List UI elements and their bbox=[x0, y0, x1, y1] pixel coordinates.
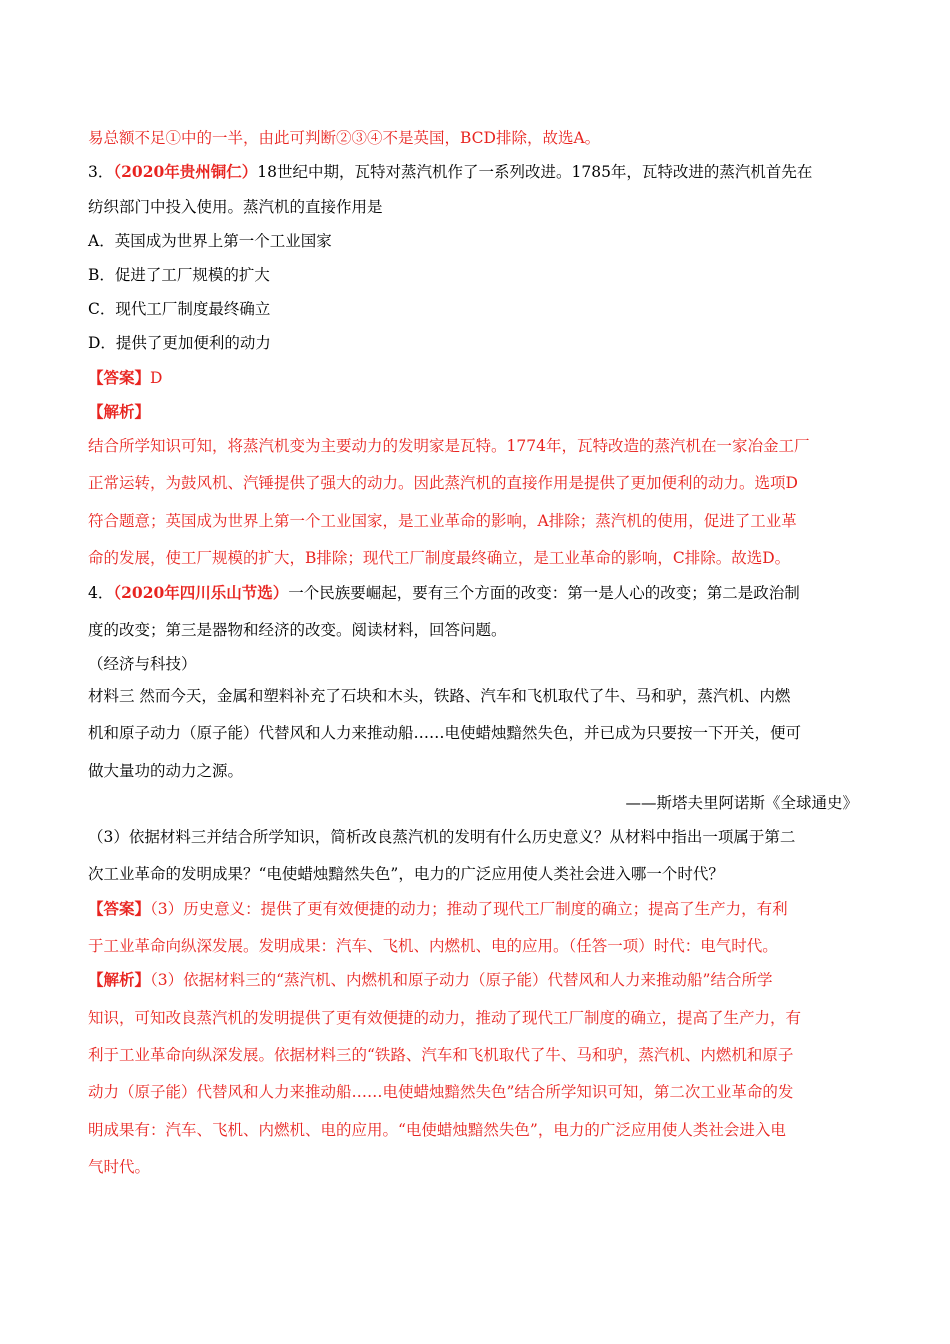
q3-stem-text: 18世纪中期，瓦特对蒸汽机作了一系列改进。1785年，瓦特改进的蒸汽机首先在 bbox=[257, 163, 813, 181]
q4-question-line-1: （3）依据材料三并结合所学知识，简析改良蒸汽机的发明有什么历史意义？从材料中指出一项属于第二 bbox=[88, 828, 796, 846]
q4-answer-line-1 bbox=[88, 899, 863, 919]
q3-source: （2020年贵州铜仁） bbox=[113, 162, 258, 181]
q3-answer bbox=[88, 368, 863, 388]
q4-answer-label: 【答案】 bbox=[88, 899, 151, 918]
q4-section-heading: （经济与科技） bbox=[88, 655, 197, 673]
q3-answer-value: D bbox=[150, 369, 163, 387]
q4-analysis-label: 【解析】 bbox=[88, 970, 151, 989]
q2-analysis-tail: 易总额不足①中的一半，由此可判断②③④不是英国，BCD排除，故选A。 bbox=[88, 129, 601, 147]
q4-stem-line-2: 度的改变；第三是器物和经济的改变。阅读材料，回答问题。 bbox=[88, 621, 507, 639]
q4-analysis-line-4: 动力（原子能）代替风和人力来推动船……电使蜡烛黯然失色”结合所学知识可知，第二次工业革命的发 bbox=[88, 1083, 794, 1101]
q4-analysis-line-5: 明成果有：汽车、飞机、内燃机、电的应用。“电使蜡烛黯然失色”，电力的广泛应用使人类社会进入电 bbox=[88, 1121, 786, 1139]
q3-stem-line-2: 纺织部门中投入使用。蒸汽机的直接作用是 bbox=[88, 198, 383, 216]
q4-number: 4． bbox=[88, 584, 114, 602]
q4-material-line-1: 材料三 然而今天，金属和塑料补充了石块和木头，铁路、汽车和飞机取代了牛、马和驴，蒸汽机、内燃 bbox=[88, 687, 791, 705]
q4-material-line-2: 机和原子动力（原子能）代替风和人力来推动船……电使蜡烛黯然失色，并已成为只要按一下开关，便可 bbox=[88, 724, 802, 742]
q3-analysis-line-3: 符合题意；英国成为世界上第一个工业国家，是工业革命的影响，A排除；蒸汽机的使用，促进了工业革 bbox=[88, 512, 797, 530]
q4-answer-text-1: （3）历史意义：提供了更有效便捷的动力；推动了现代工厂制度的确立；提高了生产力，有利 bbox=[150, 900, 788, 918]
q4-answer-line-2: 于工业革命向纵深发展。发明成果：汽车、飞机、内燃机、电的应用。（任答一项）时代：电气时代。 bbox=[88, 937, 778, 955]
q3-number: 3． bbox=[88, 163, 114, 181]
q4-analysis-line-1 bbox=[88, 970, 863, 990]
q3-stem-line-1 bbox=[88, 162, 863, 182]
q3-analysis-label: 【解析】 bbox=[88, 402, 151, 421]
q3-analysis-line-1: 结合所学知识可知，将蒸汽机变为主要动力的发明家是瓦特。1774年，瓦特改造的蒸汽机在一家冶金工厂 bbox=[88, 437, 810, 455]
q4-material-line-3: 做大量功的动力之源。 bbox=[88, 762, 244, 780]
q3-analysis-line-4: 命的发展，使工厂规模的扩大，B排除；现代工厂制度最终确立，是工业革命的影响，C排除。故选D。 bbox=[88, 549, 791, 567]
q4-question-line-2: 次工业革命的发明成果？“电使蜡烛黯然失色”，电力的广泛应用使人类社会进入哪一个时代？ bbox=[88, 865, 724, 883]
q3-answer-label: 【答案】 bbox=[88, 368, 151, 387]
q4-stem-line-1 bbox=[88, 583, 863, 603]
q3-option-b: B．促进了工厂规模的扩大 bbox=[88, 266, 270, 284]
q3-option-d: D．提供了更加便利的动力 bbox=[88, 334, 271, 352]
q3-option-c: C．现代工厂制度最终确立 bbox=[88, 300, 271, 318]
q4-analysis-line-6: 气时代。 bbox=[88, 1158, 151, 1176]
q4-analysis-line-3: 利于工业革命向纵深发展。依据材料三的“铁路、汽车和飞机取代了牛、马和驴，蒸汽机、内燃机和原子 bbox=[88, 1046, 794, 1064]
q3-option-a: A．英国成为世界上第一个工业国家 bbox=[88, 232, 332, 250]
q4-source: （2020年四川乐山节选） bbox=[113, 583, 289, 602]
q4-citation: ——斯塔夫里阿诺斯《全球通史》 bbox=[625, 794, 858, 812]
q4-analysis-text-1: （3）依据材料三的“蒸汽机、内燃机和原子动力（原子能）代替风和人力来推动船”结合所学 bbox=[150, 971, 773, 989]
q3-analysis-line-2: 正常运转，为鼓风机、汽锤提供了强大的动力。因此蒸汽机的直接作用是提供了更加便利的动力。选项D bbox=[88, 474, 798, 492]
q4-stem-text: 一个民族要崛起，要有三个方面的改变：第一是人心的改变；第二是政治制 bbox=[288, 584, 800, 602]
q4-analysis-line-2: 知识，可知改良蒸汽机的发明提供了更有效便捷的动力，推动了现代工厂制度的确立，提高了生产力，有 bbox=[88, 1009, 802, 1027]
